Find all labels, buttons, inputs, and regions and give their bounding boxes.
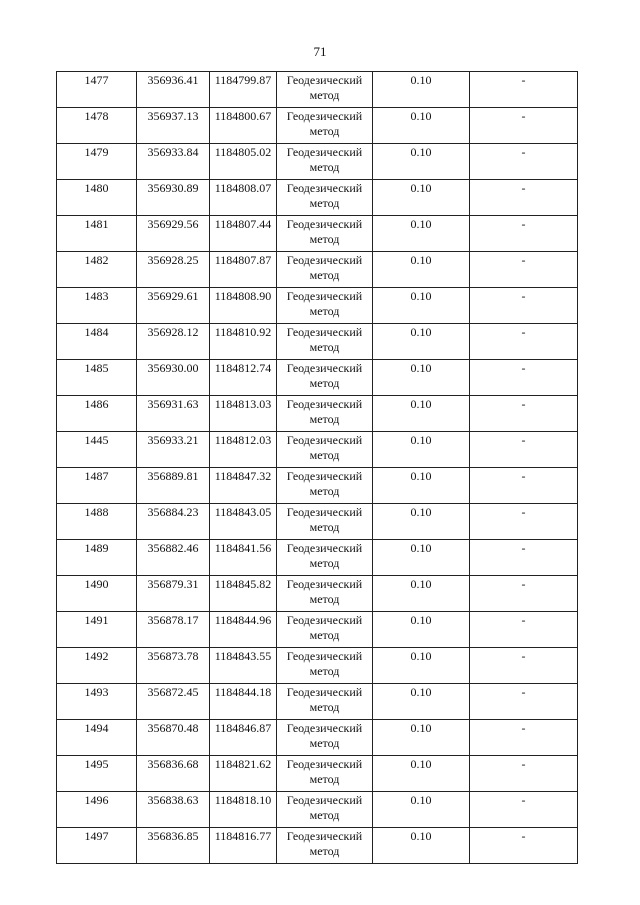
note-text: - [521, 793, 526, 807]
y-coordinate-text: 1184816.77 [214, 829, 272, 843]
point-number-text: 1488 [84, 505, 109, 519]
accuracy-text: 0.10 [410, 73, 432, 87]
x-coordinate-text: 356879.31 [147, 577, 199, 591]
accuracy-cell [373, 540, 470, 576]
note-cell [470, 576, 578, 612]
x-coordinate-cell [137, 72, 210, 108]
x-coordinate-text: 356836.85 [147, 829, 199, 843]
point-number-cell [57, 180, 137, 216]
method-text: Геодезический метод [286, 613, 363, 642]
x-coordinate-cell [137, 324, 210, 360]
accuracy-cell [373, 648, 470, 684]
accuracy-text: 0.10 [410, 181, 432, 195]
note-text: - [521, 433, 526, 447]
x-coordinate-cell [137, 828, 210, 864]
y-coordinate-text: 1184845.82 [214, 577, 272, 591]
note-cell [470, 612, 578, 648]
method-text: Геодезический метод [286, 361, 363, 390]
method-text: Геодезический метод [286, 109, 363, 138]
accuracy-text: 0.10 [410, 793, 432, 807]
x-coordinate-cell [137, 720, 210, 756]
accuracy-cell [373, 288, 470, 324]
accuracy-text: 0.10 [410, 577, 432, 591]
y-coordinate-cell [210, 468, 277, 504]
table-row [57, 324, 578, 360]
accuracy-text: 0.10 [410, 289, 432, 303]
point-number-cell [57, 792, 137, 828]
point-number-text: 1492 [84, 649, 109, 663]
accuracy-cell [373, 612, 470, 648]
method-cell [277, 288, 373, 324]
method-cell [277, 468, 373, 504]
x-coordinate-text: 356930.89 [147, 181, 199, 195]
accuracy-text: 0.10 [410, 649, 432, 663]
method-cell [277, 828, 373, 864]
x-coordinate-text: 356929.56 [147, 217, 199, 231]
point-number-cell [57, 756, 137, 792]
y-coordinate-cell [210, 216, 277, 252]
point-number-text: 1494 [84, 721, 109, 735]
coordinates-table [56, 71, 578, 864]
point-number-cell [57, 72, 137, 108]
table-row [57, 684, 578, 720]
x-coordinate-text: 356836.68 [147, 757, 199, 771]
note-text: - [521, 757, 526, 771]
note-text: - [521, 505, 526, 519]
x-coordinate-cell [137, 468, 210, 504]
x-coordinate-text: 356937.13 [147, 109, 199, 123]
method-cell [277, 720, 373, 756]
method-cell [277, 180, 373, 216]
accuracy-cell [373, 720, 470, 756]
x-coordinate-text: 356889.81 [147, 469, 199, 483]
x-coordinate-cell [137, 612, 210, 648]
note-text: - [521, 469, 526, 483]
y-coordinate-text: 1184807.44 [214, 217, 272, 231]
accuracy-text: 0.10 [410, 361, 432, 375]
note-text: - [521, 541, 526, 555]
method-text: Геодезический метод [286, 325, 363, 354]
table-row [57, 396, 578, 432]
accuracy-text: 0.10 [410, 685, 432, 699]
point-number-text: 1493 [84, 685, 109, 699]
accuracy-cell [373, 756, 470, 792]
y-coordinate-text: 1184808.90 [214, 289, 272, 303]
accuracy-text: 0.10 [410, 109, 432, 123]
point-number-cell [57, 612, 137, 648]
x-coordinate-text: 356928.12 [147, 325, 199, 339]
y-coordinate-cell [210, 648, 277, 684]
y-coordinate-text: 1184808.07 [214, 181, 272, 195]
table-row [57, 720, 578, 756]
y-coordinate-cell [210, 684, 277, 720]
y-coordinate-text: 1184805.02 [214, 145, 272, 159]
method-cell [277, 792, 373, 828]
point-number-text: 1482 [84, 253, 109, 267]
note-text: - [521, 721, 526, 735]
point-number-text: 1479 [84, 145, 109, 159]
note-cell [470, 648, 578, 684]
method-text: Геодезический метод [286, 145, 363, 174]
point-number-text: 1483 [84, 289, 109, 303]
table-row [57, 360, 578, 396]
y-coordinate-text: 1184812.74 [214, 361, 272, 375]
y-coordinate-text: 1184843.55 [214, 649, 272, 663]
point-number-cell [57, 252, 137, 288]
accuracy-cell [373, 432, 470, 468]
y-coordinate-text: 1184812.03 [214, 433, 272, 447]
note-cell [470, 252, 578, 288]
table-row [57, 108, 578, 144]
accuracy-cell [373, 576, 470, 612]
x-coordinate-cell [137, 288, 210, 324]
note-cell [470, 756, 578, 792]
x-coordinate-cell [137, 504, 210, 540]
note-text: - [521, 577, 526, 591]
method-text: Геодезический метод [286, 577, 363, 606]
point-number-text: 1490 [84, 577, 109, 591]
note-text: - [521, 217, 526, 231]
method-cell [277, 648, 373, 684]
x-coordinate-cell [137, 648, 210, 684]
accuracy-text: 0.10 [410, 613, 432, 627]
method-cell [277, 72, 373, 108]
y-coordinate-text: 1184810.92 [214, 325, 272, 339]
point-number-text: 1480 [84, 181, 109, 195]
method-text: Геодезический метод [286, 73, 363, 102]
y-coordinate-cell [210, 828, 277, 864]
table-row [57, 540, 578, 576]
method-text: Геодезический метод [286, 793, 363, 822]
method-cell [277, 324, 373, 360]
page-number: 71 [313, 44, 327, 59]
accuracy-cell [373, 144, 470, 180]
note-cell [470, 792, 578, 828]
accuracy-cell [373, 396, 470, 432]
method-text: Геодезический метод [286, 469, 363, 498]
table-row [57, 504, 578, 540]
note-text: - [521, 253, 526, 267]
point-number-cell [57, 720, 137, 756]
method-cell [277, 504, 373, 540]
point-number-text: 1486 [84, 397, 109, 411]
note-text: - [521, 325, 526, 339]
method-cell [277, 756, 373, 792]
x-coordinate-cell [137, 396, 210, 432]
accuracy-text: 0.10 [410, 829, 432, 843]
accuracy-cell [373, 828, 470, 864]
point-number-text: 1496 [84, 793, 109, 807]
method-cell [277, 216, 373, 252]
y-coordinate-text: 1184847.32 [214, 469, 272, 483]
accuracy-text: 0.10 [410, 469, 432, 483]
note-cell [470, 288, 578, 324]
table-row [57, 792, 578, 828]
y-coordinate-cell [210, 252, 277, 288]
y-coordinate-cell [210, 72, 277, 108]
x-coordinate-text: 356870.48 [147, 721, 199, 735]
x-coordinate-text: 356878.17 [147, 613, 199, 627]
table-row [57, 612, 578, 648]
note-cell [470, 468, 578, 504]
y-coordinate-text: 1184799.87 [214, 73, 272, 87]
point-number-cell [57, 216, 137, 252]
table-row [57, 180, 578, 216]
accuracy-cell [373, 468, 470, 504]
table-row [57, 432, 578, 468]
y-coordinate-text: 1184821.62 [214, 757, 272, 771]
x-coordinate-text: 356929.61 [147, 289, 199, 303]
method-cell [277, 144, 373, 180]
accuracy-cell [373, 180, 470, 216]
method-text: Геодезический метод [286, 505, 363, 534]
y-coordinate-cell [210, 612, 277, 648]
x-coordinate-text: 356872.45 [147, 685, 199, 699]
note-cell [470, 504, 578, 540]
x-coordinate-cell [137, 540, 210, 576]
point-number-cell [57, 396, 137, 432]
point-number-cell [57, 324, 137, 360]
point-number-text: 1477 [84, 73, 109, 87]
x-coordinate-text: 356873.78 [147, 649, 199, 663]
note-cell [470, 396, 578, 432]
method-text: Геодезический метод [286, 181, 363, 210]
method-text: Геодезический метод [286, 721, 363, 750]
point-number-cell [57, 468, 137, 504]
method-cell [277, 360, 373, 396]
method-cell [277, 252, 373, 288]
x-coordinate-text: 356838.63 [147, 793, 199, 807]
point-number-cell [57, 828, 137, 864]
y-coordinate-cell [210, 180, 277, 216]
note-cell [470, 720, 578, 756]
y-coordinate-text: 1184844.96 [214, 613, 272, 627]
note-text: - [521, 649, 526, 663]
y-coordinate-cell [210, 432, 277, 468]
table-row [57, 72, 578, 108]
y-coordinate-cell [210, 756, 277, 792]
point-number-cell [57, 108, 137, 144]
table-row [57, 252, 578, 288]
method-text: Геодезический метод [286, 829, 363, 858]
y-coordinate-cell [210, 792, 277, 828]
accuracy-cell [373, 72, 470, 108]
x-coordinate-cell [137, 576, 210, 612]
point-number-cell [57, 504, 137, 540]
y-coordinate-text: 1184807.87 [214, 253, 272, 267]
point-number-text: 1491 [84, 613, 109, 627]
method-cell [277, 108, 373, 144]
accuracy-cell [373, 216, 470, 252]
note-cell [470, 360, 578, 396]
point-number-cell [57, 576, 137, 612]
method-cell [277, 612, 373, 648]
note-text: - [521, 829, 526, 843]
note-cell [470, 684, 578, 720]
note-cell [470, 144, 578, 180]
table-row [57, 756, 578, 792]
method-cell [277, 432, 373, 468]
y-coordinate-text: 1184846.87 [214, 721, 272, 735]
accuracy-cell [373, 504, 470, 540]
x-coordinate-cell [137, 756, 210, 792]
method-text: Геодезический метод [286, 253, 363, 282]
note-text: - [521, 613, 526, 627]
method-cell [277, 540, 373, 576]
accuracy-cell [373, 792, 470, 828]
y-coordinate-text: 1184844.18 [214, 685, 272, 699]
y-coordinate-cell [210, 504, 277, 540]
note-text: - [521, 181, 526, 195]
accuracy-cell [373, 360, 470, 396]
accuracy-cell [373, 108, 470, 144]
point-number-text: 1487 [84, 469, 109, 483]
accuracy-text: 0.10 [410, 217, 432, 231]
x-coordinate-text: 356936.41 [147, 73, 199, 87]
point-number-text: 1497 [84, 829, 109, 843]
x-coordinate-cell [137, 792, 210, 828]
y-coordinate-cell [210, 288, 277, 324]
note-cell [470, 216, 578, 252]
method-text: Геодезический метод [286, 541, 363, 570]
note-cell [470, 72, 578, 108]
y-coordinate-text: 1184813.03 [214, 397, 272, 411]
x-coordinate-cell [137, 180, 210, 216]
x-coordinate-text: 356882.46 [147, 541, 199, 555]
accuracy-cell [373, 684, 470, 720]
y-coordinate-cell [210, 360, 277, 396]
accuracy-text: 0.10 [410, 145, 432, 159]
x-coordinate-text: 356928.25 [147, 253, 199, 267]
point-number-cell [57, 432, 137, 468]
accuracy-text: 0.10 [410, 757, 432, 771]
point-number-text: 1495 [84, 757, 109, 771]
accuracy-text: 0.10 [410, 433, 432, 447]
x-coordinate-cell [137, 684, 210, 720]
note-cell [470, 828, 578, 864]
point-number-text: 1489 [84, 541, 109, 555]
accuracy-cell [373, 252, 470, 288]
y-coordinate-cell [210, 324, 277, 360]
note-cell [470, 324, 578, 360]
point-number-text: 1481 [84, 217, 109, 231]
method-text: Геодезический метод [286, 217, 363, 246]
y-coordinate-text: 1184843.05 [214, 505, 272, 519]
accuracy-text: 0.10 [410, 253, 432, 267]
x-coordinate-text: 356933.84 [147, 145, 199, 159]
accuracy-text: 0.10 [410, 397, 432, 411]
coordinates-table-body [57, 72, 578, 864]
x-coordinate-cell [137, 360, 210, 396]
x-coordinate-text: 356884.23 [147, 505, 199, 519]
method-text: Геодезический метод [286, 433, 363, 462]
note-text: - [521, 397, 526, 411]
note-cell [470, 432, 578, 468]
accuracy-text: 0.10 [410, 721, 432, 735]
note-cell [470, 180, 578, 216]
point-number-text: 1478 [84, 109, 109, 123]
accuracy-text: 0.10 [410, 325, 432, 339]
note-cell [470, 108, 578, 144]
note-text: - [521, 73, 526, 87]
table-row [57, 144, 578, 180]
x-coordinate-cell [137, 216, 210, 252]
point-number-cell [57, 540, 137, 576]
point-number-cell [57, 360, 137, 396]
method-cell [277, 396, 373, 432]
table-row [57, 828, 578, 864]
accuracy-text: 0.10 [410, 541, 432, 555]
y-coordinate-cell [210, 144, 277, 180]
method-cell [277, 684, 373, 720]
x-coordinate-cell [137, 144, 210, 180]
accuracy-text: 0.10 [410, 505, 432, 519]
point-number-cell [57, 288, 137, 324]
method-cell [277, 576, 373, 612]
accuracy-cell [373, 324, 470, 360]
method-text: Геодезический метод [286, 289, 363, 318]
x-coordinate-cell [137, 108, 210, 144]
note-text: - [521, 145, 526, 159]
table-row [57, 576, 578, 612]
note-text: - [521, 109, 526, 123]
x-coordinate-cell [137, 252, 210, 288]
y-coordinate-text: 1184800.67 [214, 109, 272, 123]
note-text: - [521, 289, 526, 303]
method-text: Геодезический метод [286, 685, 363, 714]
y-coordinate-cell [210, 720, 277, 756]
x-coordinate-cell [137, 432, 210, 468]
table-row [57, 468, 578, 504]
y-coordinate-text: 1184841.56 [214, 541, 272, 555]
y-coordinate-cell [210, 540, 277, 576]
method-text: Геодезический метод [286, 649, 363, 678]
table-row [57, 216, 578, 252]
point-number-cell [57, 144, 137, 180]
y-coordinate-text: 1184818.10 [214, 793, 272, 807]
table-row [57, 288, 578, 324]
x-coordinate-text: 356931.63 [147, 397, 199, 411]
note-cell [470, 540, 578, 576]
y-coordinate-cell [210, 108, 277, 144]
point-number-text: 1445 [84, 433, 109, 447]
note-text: - [521, 361, 526, 375]
x-coordinate-text: 356930.00 [147, 361, 199, 375]
point-number-cell [57, 648, 137, 684]
method-text: Геодезический метод [286, 397, 363, 426]
point-number-text: 1484 [84, 325, 109, 339]
table-row [57, 648, 578, 684]
point-number-text: 1485 [84, 361, 109, 375]
x-coordinate-text: 356933.21 [147, 433, 199, 447]
y-coordinate-cell [210, 396, 277, 432]
note-text: - [521, 685, 526, 699]
point-number-cell [57, 684, 137, 720]
y-coordinate-cell [210, 576, 277, 612]
method-text: Геодезический метод [286, 757, 363, 786]
